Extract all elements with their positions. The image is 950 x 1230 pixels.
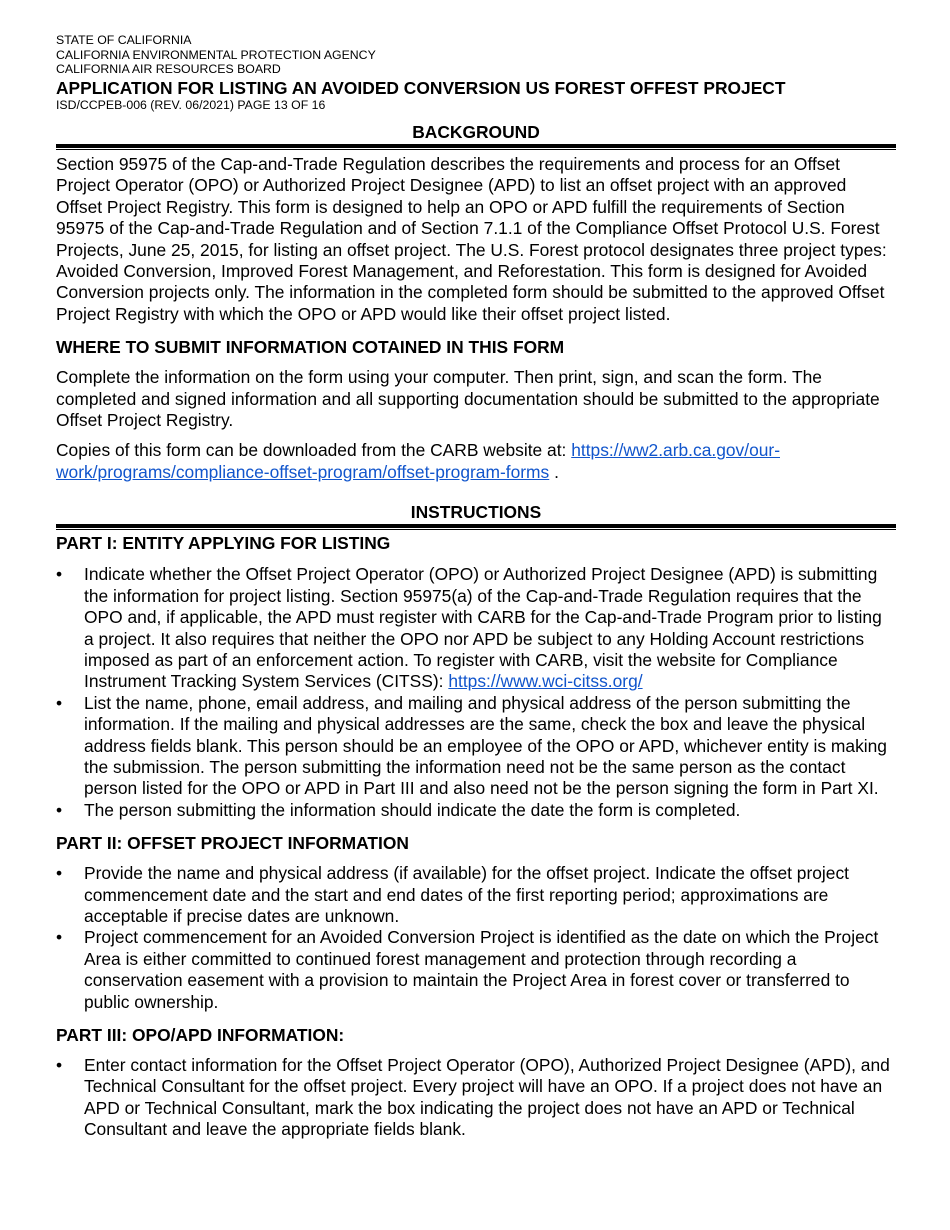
- background-heading: BACKGROUND: [412, 122, 540, 142]
- form-header: [56, 33, 906, 112]
- where-to-submit-heading: WHERE TO SUBMIT INFORMATION COTAINED IN THIS FORM: [56, 337, 565, 358]
- part1-list: [56, 564, 896, 821]
- list-item: • The person submitting the information should indicate the date the form is completed.: [56, 800, 896, 821]
- forms-download-link[interactable]: https://ww2.arb.ca.gov/our-work/programs/compliance-offset-program/offset-program-forms: [56, 440, 780, 482]
- list-item: • Project commencement for an Avoided Conversion Project is identified as the date on which the Project Area is either committed to continued forest management and protection through recording a conservation easement with a provision to maintain the Project Area in forest cover or transferred to public ownership.: [56, 927, 896, 1013]
- download-text: Copies of this form can be downloaded from the CARB website at:: [56, 440, 572, 461]
- board-label: CALIFORNIA AIR RESOURCES BOARD: [56, 62, 281, 77]
- part3-list: [56, 1055, 896, 1141]
- list-item: • Enter contact information for the Offset Project Operator (OPO), Authorized Project Designee (APD), and Technical Consultant for the offset project. Every project will have an OPO. If a project does not have an APD or Technical Consultant, mark the box indicating the project does not have an APD or Technical Consultant and leave the appropriate fields blank.: [56, 1055, 896, 1141]
- list-item: • Provide the name and physical address (if available) for the offset project. Indicate the offset project commencement date and the start and end dates of the first reporting period; approximations are acceptable if precise dates are unknown.: [56, 863, 896, 927]
- part1-heading: PART I: ENTITY APPLYING FOR LISTING: [56, 533, 391, 554]
- instructions-divider: [56, 524, 896, 530]
- part2-heading: PART II: OFFSET PROJECT INFORMATION: [56, 833, 409, 854]
- part3-heading: PART III: OPO/APD INFORMATION:: [56, 1025, 345, 1045]
- list-item: • List the name, phone, email address, and mailing and physical address of the person submitting the information. If the mailing and physical addresses are the same, check the box and leave the physical address fields blank. This person should be an employee of the OPO or APD, whichever entity is making the submission. The person submitting the information need not be the same person as the contact person listed for the OPO or APD in Part III and also need not be the person signing the form in Part XI.: [56, 693, 896, 800]
- part1-bullet1-text: Indicate whether the Offset Project Operator (OPO) or Authorized Project Designee (APD) is submitting the information for project listing. Section 95975(a) of the Cap-and-Trade Regulation requires that the OPO and, if applicable, the APD must register with CARB for the Cap-and-Trade Program prior to listing a project. It also requires that neither the OPO nor APD be subject to any Holding Account restrictions imposed as part of an enforcement action. To register with CARB, visit the website for Compliance Instrument Tracking System Services (CITSS):: [84, 564, 882, 692]
- download-paragraph: [56, 440, 896, 483]
- citss-link[interactable]: https://www.wci-citss.org/: [448, 671, 643, 692]
- state-label: STATE OF CALIFORNIA: [56, 33, 192, 47]
- agency-label: CALIFORNIA ENVIRONMENTAL PROTECTION AGENCY: [56, 47, 376, 62]
- part2-list: [56, 863, 896, 1013]
- form-page-info: ISD/CCPEB-006 (REV. 06/2021) PAGE 13 OF 16: [56, 97, 326, 112]
- download-suffix: .: [549, 461, 559, 482]
- background-paragraph: Section 95975 of the Cap-and-Trade Regulation describes the requirements and process for an Offset Project Operator (OPO) or Authorized Project Designee (APD) to list an offset project with an approved Offset Project Registry. This form is designed to help an OPO or APD fulfill the requirements of Section 95975 of the Cap-and-Trade Regulation and of Section 7.1.1 of the Compliance Offset Protocol U.S. Forest Projects, June 25, 2015, for listing an offset project. The U.S. Forest protocol designates three project types: Avoided Conversion, Improved Forest Management, and Reforestation. This form is designed for Avoided Conversion projects only. The information in the completed form should be submitted to the approved Offset Project Registry with which the OPO or APD would like their offset project listed.: [56, 154, 887, 324]
- list-item: [56, 564, 896, 692]
- document-body: [56, 121, 896, 1141]
- instructions-heading: INSTRUCTIONS: [410, 502, 542, 523]
- background-divider: [56, 144, 896, 150]
- where-to-submit-paragraph: Complete the information on the form using your computer. Then print, sign, and scan the form. The completed and signed information and all supporting documentation should be submitted to the appropriate Offset Project Registry.: [56, 367, 880, 431]
- form-title: APPLICATION FOR LISTING AN AVOIDED CONVERSION US FOREST OFFEST PROJECT: [56, 77, 786, 98]
